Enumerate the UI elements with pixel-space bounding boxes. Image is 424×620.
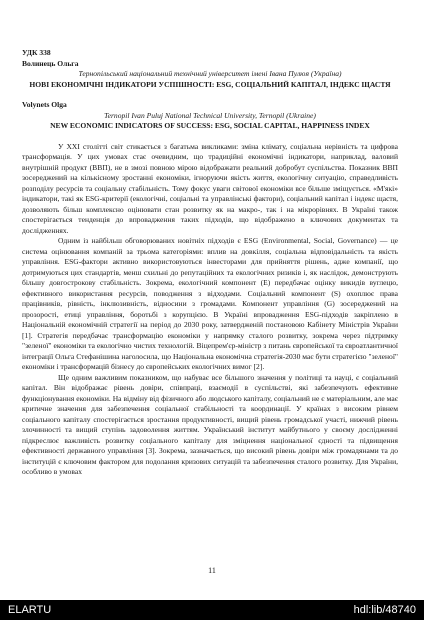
repository-name: ELARTU — [8, 604, 52, 616]
body-paragraph: Ще одним важливим показником, що набуває все більшого значення у політиці та науці, є соціальний капітал. Він відображає рівень довіри, співпраці, взаємодії в суспільстві, які забезпечують ефективне функціонування економіки. На відміну від фізичного або людського капіталу, соціальний не є матеріальним, але має критичне значення для забезпечення соціальної стабільності та координації. У країнах з високим рівнем соціального капіталу спостерігається зростання продуктивності, вищий рівень громадської участі, нижчий рівень злочинності та вищий ступінь задоволення життям. Український інститут майбутнього у своєму дослідженні підкреслює важливість розвитку соціального капіталу для зміцнення національної єдності та підвищення ефективності державного управління [3]. Зокрема, зазначається, що високий рівень довіри між громадянами та до інституцій є ключовим фактором для подолання кризових ситуацій та забезпечення сталого розвитку. Для України, особливо в умовах — [22, 372, 398, 476]
body-paragraph: Одним із найбільш обговорюваних новітніх підходів є ESG (Environmental, Social, Governance) — це система оцінювання компаній за трьома категоріями: вплив на довкілля, соціальна відповідальність та якість управління. ESG-фактори активно використовуються інвесторами для прийняття рішень, адже компанії, що дотримуються цих стандартів, менш схильні до репутаційних та екологічних ризиків і, як наслідок, демонструють більшу довгострокову стабільність. Зокрема, екологічний компонент (E) передбачає оцінку викидів вуглецю, ефективного використання ресурсів, поводження з відходами. Соціальний компонент (S) охоплює права працівників, рівність, інклюзивність, відносини з громадами. Компонент управління (G) зосереджений на прозорості, етиці управління, боротьбі з корупцією. В Україні впровадження ESG-підходів закріплено в Національній економічній стратегії на період до 2030 року, затвердженій постановою Кабінету Міністрів України [1]. Стратегія передбачає трансформацію економіки у напрямку сталого розвитку, зокрема через підтримку "зеленої" економіки та екологічно чистих технологій. Віцепрем'єр-міністр з питань європейської та євроатлантичної інтеграції Ольга Стефанішина наголосила, що Національна економічна стратегія-2030 має бути стратегією "зеленої" економіки і трансформацій бізнесу до європейських екологічних вимог [2]. — [22, 236, 398, 371]
repository-footer — [0, 600, 424, 620]
title-ua: НОВІ ЕКОНОМІЧНІ ІНДИКАТОРИ УСПІШНОСТІ: ESG, СОЦІАЛЬНИЙ КАПІТАЛ, ІНДЕКС ЩАСТЯ — [29, 79, 391, 89]
title-en: NEW ECONOMIC INDICATORS OF SUCCESS: ESG, SOCIAL CAPITAL, HAPPINESS INDEX — [50, 121, 370, 130]
page-number: 11 — [208, 566, 216, 575]
affiliation-en: Ternopil Ivan Puluj National Technical University, Ternopil (Ukraine) — [104, 110, 316, 120]
udk-code: УДК 338 — [22, 48, 51, 57]
author-ua: Волинець Ольга — [22, 58, 79, 68]
affiliation-ua: Тернопільський національний технічний університет імені Івана Пулюя (Україна) — [78, 69, 342, 78]
author-en: Volynets Olga — [22, 100, 67, 109]
article-content — [22, 48, 398, 478]
handle-identifier: hdl:lib/48740 — [353, 604, 416, 616]
body-paragraph: У XXI столітті світ стикається з багатьма викликами: зміна клімату, соціальна нерівність та цифрова трансформація. У цих умовах стає очевидним, що традиційні економічні індикатори, наприклад, валовий внутрішній продукт (ВВП), не в змозі повною мірою відображати реальний добробут суспільства. Показник ВВП зосереджений на кількісному зростанні економіки, ігноруючи якість життя, екологічну ситуацію, справедливість розподілу ресурсів та соціальну стабільність. Тому фокус уваги світової економіки все більше зміщується. «М'які» індикатори, такі як ESG-критерії (екологічні, соціальні та управлінські фактори), соціальний капітал і індекс щастя, дозволяють більш комплексно оцінювати стан розвитку як на макро-, так і на мікрорівнях. В Україні також спостерігається тенденція до впровадження таких підходів, що відображено в ключових документах та дослідженнях. — [22, 141, 398, 235]
